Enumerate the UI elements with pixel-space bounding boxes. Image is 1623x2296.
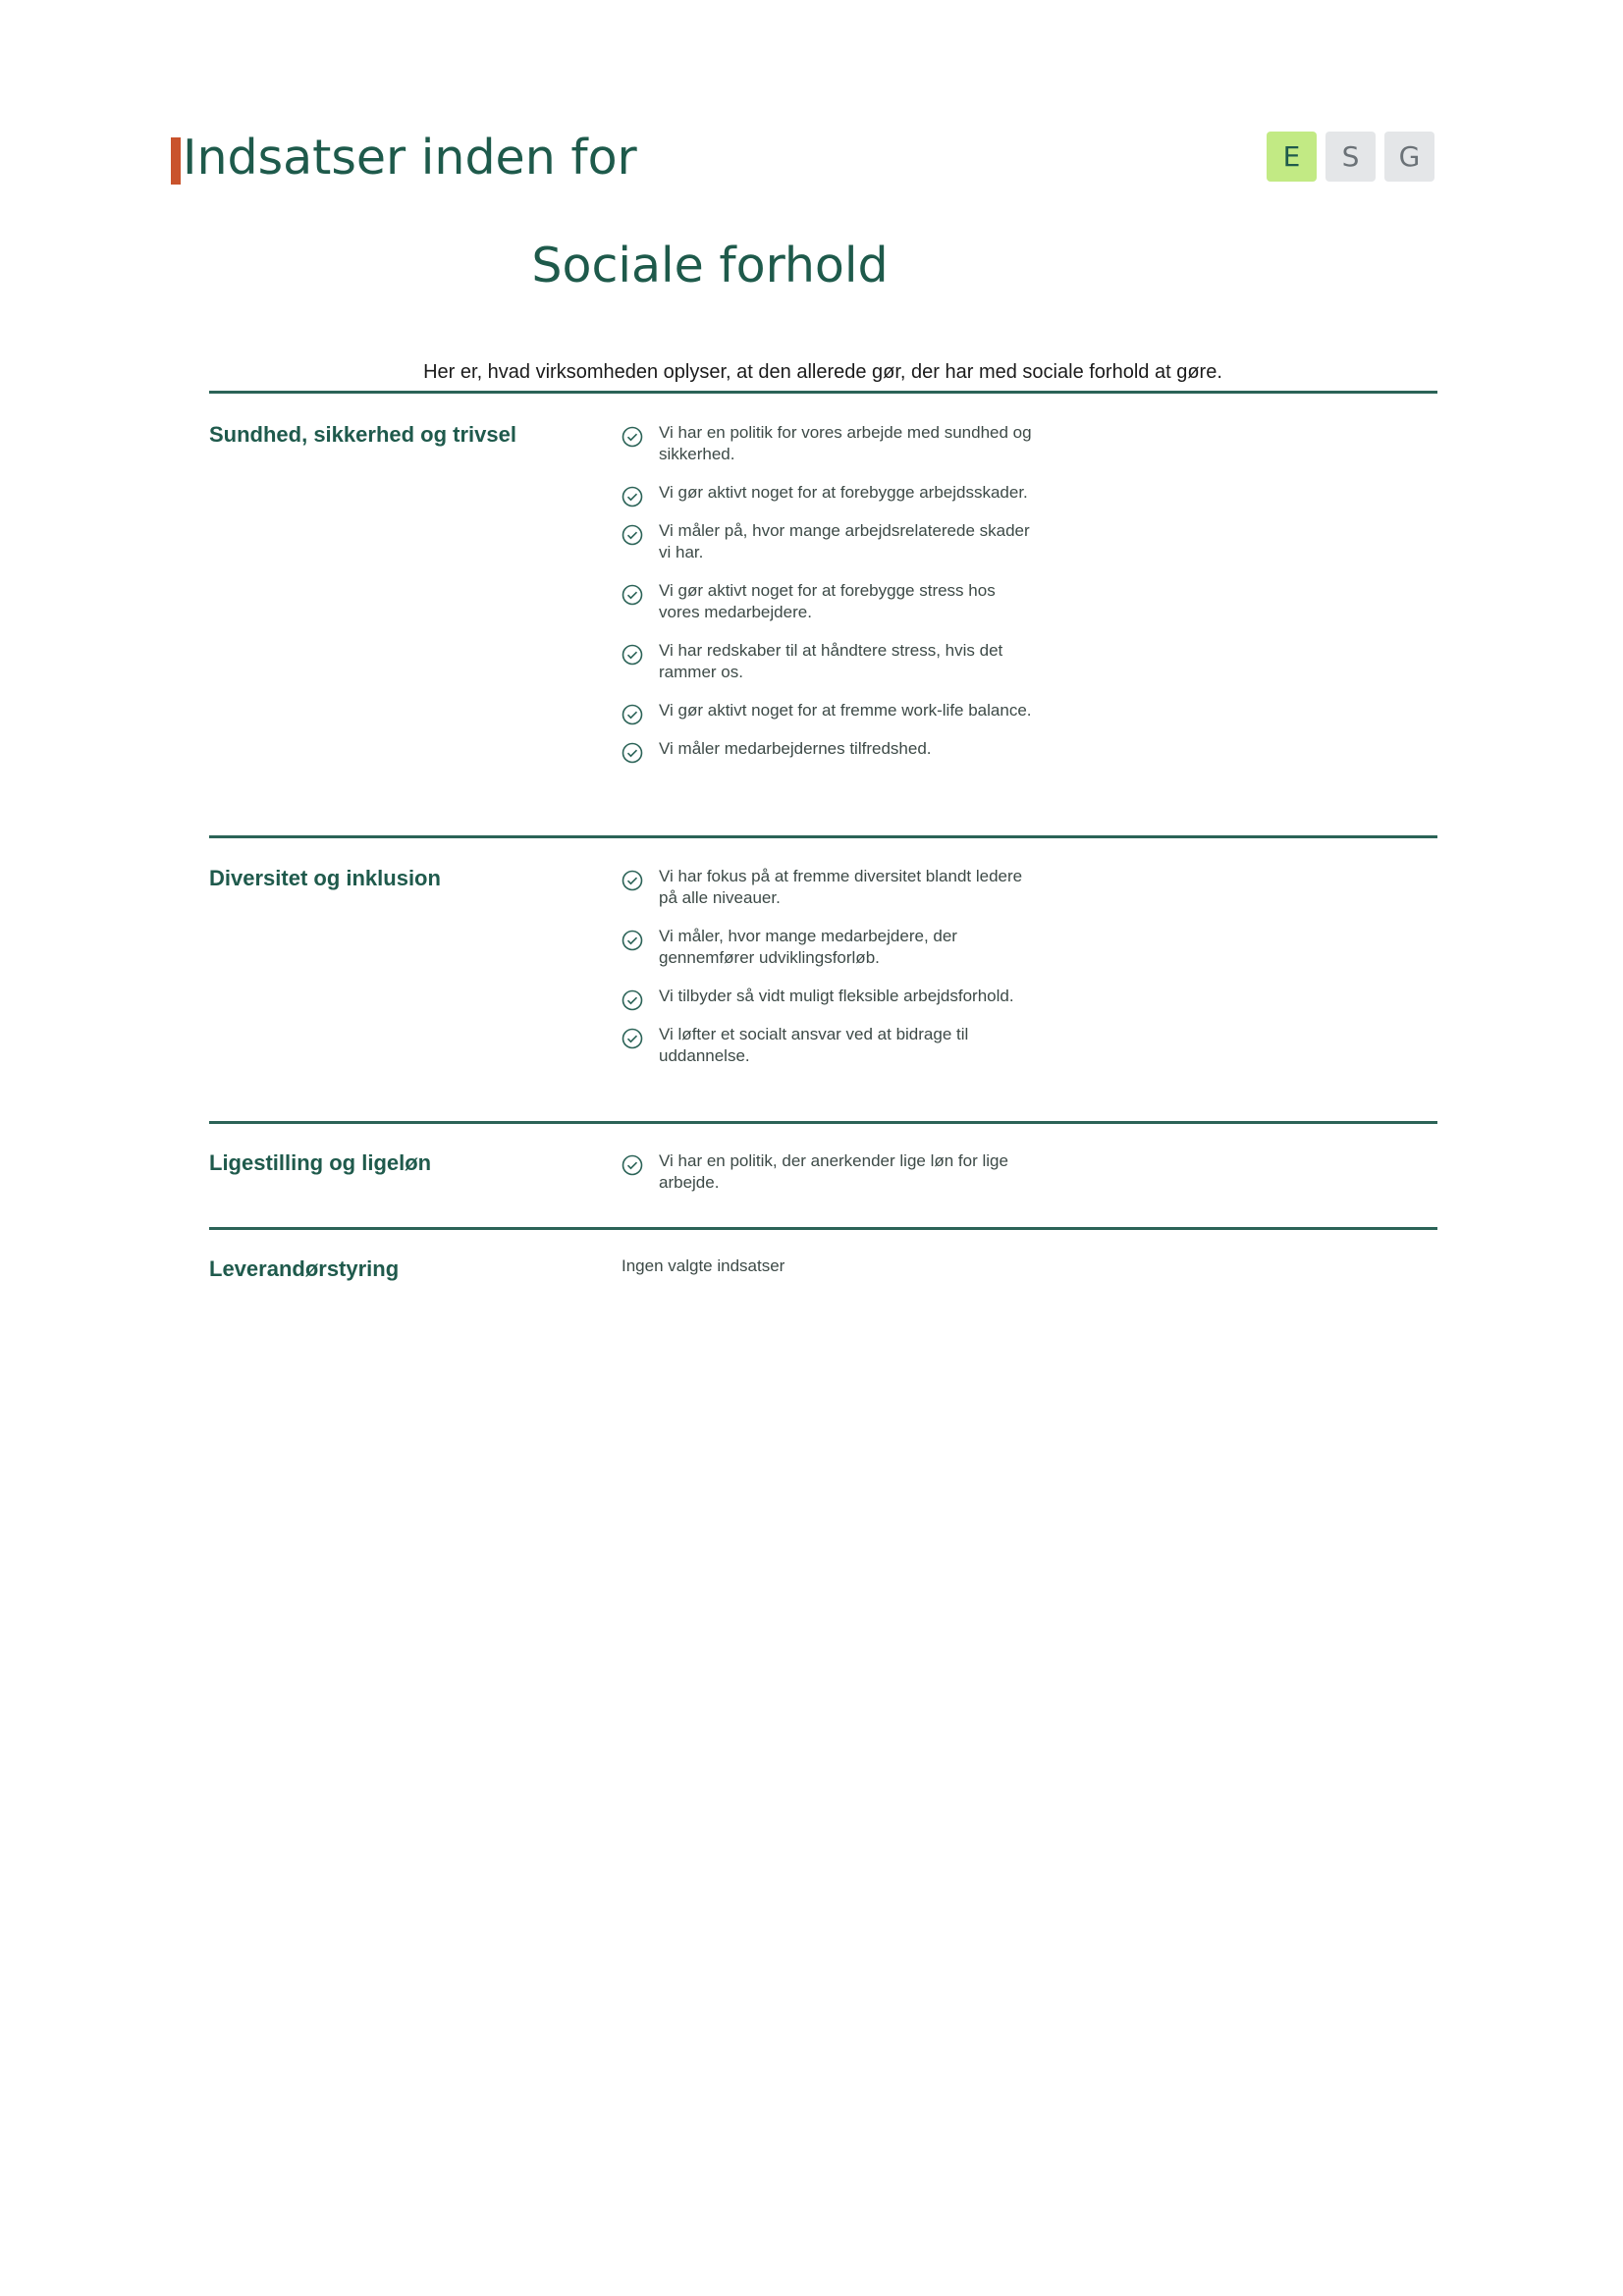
check-circle-icon [622, 742, 643, 764]
item-text: Vi har en politik, der anerkender lige løn for lige arbejde. [659, 1151, 1008, 1192]
section-heading: Sundhed, sikkerhed og trivsel [209, 422, 516, 447]
list-item [622, 482, 1034, 504]
tab-s[interactable]: S [1325, 132, 1376, 182]
list-item [622, 1024, 1034, 1067]
page-title: Indsatser inden for [183, 130, 637, 186]
section-heading: Leverandørstyring [209, 1256, 400, 1281]
check-circle-icon [622, 989, 643, 1011]
item-text: Vi løfter et socialt ansvar ved at bidrage til uddannelse. [659, 1025, 969, 1065]
list-item [622, 738, 1034, 760]
item-text: Vi har redskaber til at håndtere stress, hvis det rammer os. [659, 641, 1003, 681]
check-circle-icon [622, 644, 643, 666]
item-list [622, 1150, 1034, 1210]
divider [209, 391, 1437, 394]
list-item [622, 700, 1034, 721]
item-text: Vi gør aktivt noget for at fremme work-life balance. [659, 701, 1032, 720]
item-text: Vi har fokus på at fremme diversitet blandt ledere på alle niveauer. [659, 867, 1023, 907]
tab-g[interactable]: G [1384, 132, 1434, 182]
divider [209, 835, 1437, 838]
intro-text: Her er, hvad virksomheden oplyser, at den allerede gør, der har med sociale forhold at gøre. [423, 361, 1222, 383]
check-circle-icon [622, 1154, 643, 1176]
item-text: Vi gør aktivt noget for at forebygge arbejdsskader. [659, 483, 1028, 502]
item-text: Vi tilbyder så vidt muligt fleksible arbejdsforhold. [659, 987, 1014, 1005]
check-circle-icon [622, 930, 643, 951]
divider [209, 1121, 1437, 1124]
check-circle-icon [622, 1028, 643, 1049]
item-list [622, 866, 1034, 1084]
item-text: Vi måler medarbejdernes tilfredshed. [659, 739, 932, 758]
list-item [622, 640, 1034, 683]
check-circle-icon [622, 426, 643, 448]
item-text: Vi gør aktivt noget for at forebygge stress hos vores medarbejdere. [659, 581, 996, 621]
item-list [622, 422, 1034, 776]
divider [209, 1227, 1437, 1230]
list-item [622, 580, 1034, 623]
empty-state-text: Ingen valgte indsatser [622, 1256, 785, 1275]
list-item [622, 1150, 1034, 1194]
item-text: Vi måler, hvor mange medarbejdere, der gennemfører udviklingsforløb. [659, 927, 957, 967]
check-circle-icon [622, 584, 643, 606]
list-item [622, 422, 1034, 465]
list-item [622, 866, 1034, 909]
item-text: Vi har en politik for vores arbejde med sundhed og sikkerhed. [659, 423, 1032, 463]
check-circle-icon [622, 870, 643, 891]
tab-e[interactable]: E [1267, 132, 1317, 182]
item-text: Vi måler på, hvor mange arbejdsrelaterede skader vi har. [659, 521, 1030, 561]
list-item [622, 520, 1034, 563]
page-subtitle: Sociale forhold [531, 238, 889, 294]
section-heading: Ligestilling og ligeløn [209, 1150, 432, 1175]
esg-tabs [1267, 132, 1434, 182]
section-heading: Diversitet og inklusion [209, 866, 441, 890]
title-accent-bar [171, 137, 181, 185]
item-list [622, 1256, 1034, 1276]
check-circle-icon [622, 486, 643, 507]
list-item [622, 926, 1034, 969]
check-circle-icon [622, 524, 643, 546]
list-item [622, 986, 1034, 1007]
check-circle-icon [622, 704, 643, 725]
